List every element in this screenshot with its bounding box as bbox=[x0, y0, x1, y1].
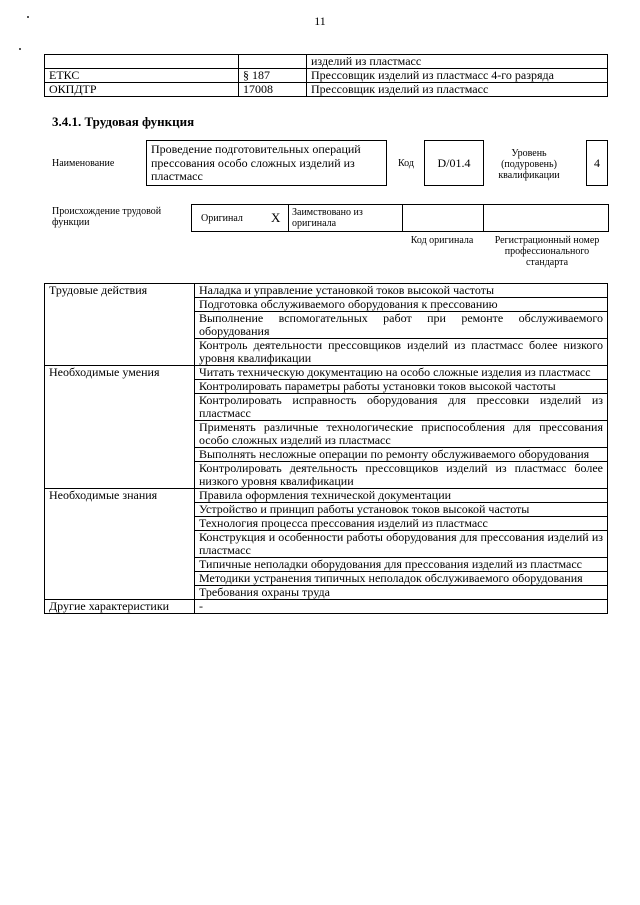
reference-table bbox=[44, 54, 608, 97]
scan-speck bbox=[27, 16, 29, 18]
divider bbox=[402, 205, 403, 231]
borrowed-label: Заимствовано из оригинала bbox=[292, 207, 363, 229]
table-cell: Прессовщик изделий из пластмасс bbox=[307, 83, 608, 97]
table-cell: Устройство и принцип работы установок токов высокой частоты bbox=[195, 503, 608, 517]
table-row bbox=[45, 600, 608, 614]
table-cell: - bbox=[195, 600, 608, 614]
table-cell: Применять различные технологические приспособления для прессования особо сложных изделий из пластмасс bbox=[195, 421, 608, 448]
table-row bbox=[45, 69, 608, 83]
table-cell: Выполнять несложные операции по ремонту обслуживаемого оборудования bbox=[195, 448, 608, 462]
table-cell: Технология процесса прессования изделий из пластмасс bbox=[195, 517, 608, 531]
table-cell bbox=[239, 55, 307, 69]
table-cell bbox=[45, 55, 239, 69]
table-cell: ЕТКС bbox=[45, 69, 239, 83]
table-cell: Контролировать параметры работы установки токов высокой частоты bbox=[195, 380, 608, 394]
origin-box bbox=[191, 204, 609, 232]
section-title: 3.4.1. Трудовая функция bbox=[52, 114, 195, 129]
origin-label: Происхождение трудовой функции bbox=[52, 206, 162, 228]
table-cell: 17008 bbox=[239, 83, 307, 97]
table-cell: Правила оформления технической документации bbox=[195, 489, 608, 503]
table-cell: Контролировать деятельность прессовщиков изделий из пластмасс более низкого уровня квалификации bbox=[195, 462, 608, 489]
table-cell: ОКПДТР bbox=[45, 83, 239, 97]
table-cell: Методики устранения типичных неполадок обслуживаемого оборудования bbox=[195, 572, 608, 586]
level-label: Уровень (подуровень) квалификации bbox=[498, 148, 560, 181]
scan-speck bbox=[19, 48, 21, 50]
code-value-box: D/01.4 bbox=[424, 140, 484, 186]
table-cell: § 187 bbox=[239, 69, 307, 83]
name-label: Наименование bbox=[52, 158, 115, 169]
table-cell: Контроль деятельности прессовщиков изделий из пластмасс более низкого уровня квалификации bbox=[195, 339, 608, 366]
page-number: 11 bbox=[314, 14, 326, 28]
table-cell: Наладка и управление установкой токов высокой частоты bbox=[195, 284, 608, 298]
original-mark: X bbox=[271, 210, 281, 225]
table-cell: Конструкция и особенности работы оборудования для прессования изделий из пластмасс bbox=[195, 531, 608, 558]
function-name-box: Проведение подготовительных операций прессования особо сложных изделий из пластмасс bbox=[146, 140, 387, 186]
table-cell: Подготовка обслуживаемого оборудования к прессованию bbox=[195, 298, 608, 312]
level-value-box: 4 bbox=[586, 140, 608, 186]
table-cell: Типичные неполадки оборудования для прессования изделий из пластмасс bbox=[195, 558, 608, 572]
labor-actions-label: Трудовые действия bbox=[45, 284, 195, 366]
functions-table bbox=[44, 283, 608, 614]
other-characteristics-label: Другие характеристики bbox=[45, 600, 195, 614]
divider bbox=[288, 205, 289, 231]
table-row bbox=[45, 366, 608, 380]
table-cell: Читать техническую документацию на особо сложные изделия из пластмасс bbox=[195, 366, 608, 380]
table-cell: изделий из пластмасс bbox=[307, 55, 608, 69]
code-original-caption: Код оригинала bbox=[410, 235, 474, 246]
divider bbox=[483, 205, 484, 231]
table-cell: Требования охраны труда bbox=[195, 586, 608, 600]
original-label: Оригинал bbox=[201, 213, 243, 224]
code-label: Код bbox=[398, 158, 414, 169]
table-cell: Контролировать исправность оборудования для прессовки изделий из пластмасс bbox=[195, 394, 608, 421]
reg-number-caption: Регистрационный номер профессионального стандарта bbox=[494, 235, 600, 268]
table-row bbox=[45, 55, 608, 69]
table-cell: Выполнение вспомогательных работ при ремонте обслуживаемого оборудования bbox=[195, 312, 608, 339]
skills-label: Необходимые умения bbox=[45, 366, 195, 489]
knowledge-label: Необходимые знания bbox=[45, 489, 195, 600]
table-cell: Прессовщик изделий из пластмасс 4-го разряда bbox=[307, 69, 608, 83]
table-row bbox=[45, 489, 608, 503]
table-row bbox=[45, 83, 608, 97]
table-row bbox=[45, 284, 608, 298]
